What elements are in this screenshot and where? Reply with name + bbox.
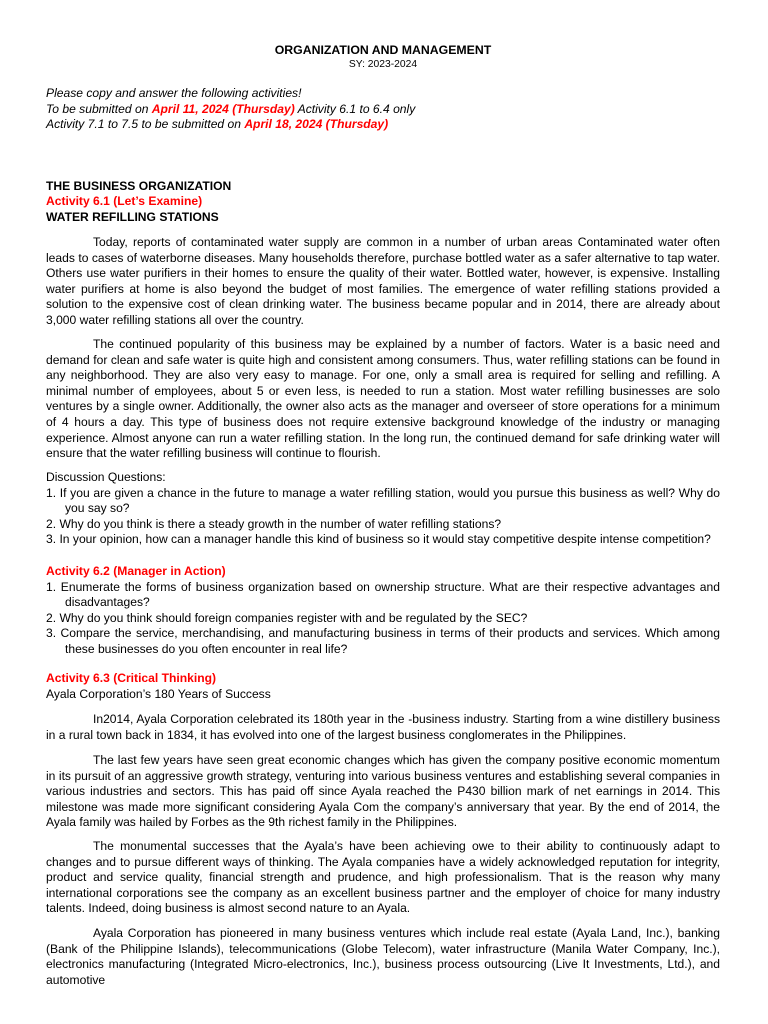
act63-paragraph-2: [46, 753, 720, 831]
activity-6-2-heading: Activity 6.2 (Manager in Action): [46, 564, 226, 578]
paragraph: In2014, Ayala Corporation celebrated its 180th year in the -business industry. Starting from a wine distillery business in a rural town back in 1834, it has evolved into one of the largest business conglomerates in the Philippines.: [46, 712, 720, 742]
act61-paragraph-2: [46, 337, 720, 462]
act63-paragraph-4: [46, 926, 720, 988]
document-title: ORGANIZATION AND MANAGEMENT: [274, 43, 492, 57]
instructions: [46, 86, 720, 133]
activity-6-1-heading: Activity 6.1 (Let’s Examine): [46, 194, 203, 209]
section-subheading: WATER REFILLING STATIONS: [46, 209, 219, 224]
activity-6-3: [46, 671, 720, 702]
paragraph: Today, reports of contaminated water supply are common in a number of urban areas Contaminated water often leads to cases of waterborne diseases. Many households therefore, purchase bottled water as a safer alternative to tap water. Others use water purifiers in their homes to ensure the quality of their water. Bottled water, however, is expensive. Installing water purifiers at home is also beyond the budget of most families. The emergence of water refilling stations provided a solution to the expensive cost of clean drinking water. The business became popular and in 2014, there are already about 3,000 water refilling stations all over the country.: [46, 235, 720, 327]
case-title: Ayala Corporation’s 180 Years of Success: [46, 686, 271, 701]
activity-6-3-heading: Activity 6.3 (Critical Thinking): [46, 671, 217, 685]
question-item: 2. Why do you think is there a steady growth in the number of water refilling stations?: [46, 516, 502, 531]
act63-paragraph-1: [46, 712, 720, 743]
discussion-label: Discussion Questions:: [46, 470, 166, 484]
act61-paragraph-1: [46, 235, 720, 329]
question-item: 3. Compare the service, merchandising, and manufacturing business in terms of their products and services. Which among these businesses do you often encounter in real life?: [46, 626, 720, 656]
question-item: 3. In your opinion, how can a manager handle this kind of business so it would stay competitive despite intense competition?: [46, 532, 711, 547]
school-year: SY: 2023-2024: [348, 59, 418, 70]
act63-paragraph-3: [46, 839, 720, 917]
discussion-questions: [46, 470, 720, 548]
question-item: 1. Enumerate the forms of business organization based on ownership structure. What are their respective advantages and disadvantages?: [46, 579, 720, 610]
instruction-line-3: [46, 117, 720, 133]
instruction-text: To be submitted on: [46, 101, 152, 116]
section-heading: THE BUSINESS ORGANIZATION: [46, 179, 232, 193]
instruction-line-1: Please copy and answer the following activities!: [46, 86, 302, 100]
activity-6-2: [46, 564, 720, 658]
paragraph: The continued popularity of this business may be explained by a number of factors. Water is a basic need and demand for clean and safe water is quite high and consistent among consumers. Thus, water refilling stations can be found in any neighborhood. They are also very easy to manage. For one, only a small area is required for selling and refilling. A minimal number of employees, about 5 or even less, is needed to run a station. Most water refilling businesses are solo ventures by a single owner. Additionally, the owner also acts as the manager and overseer of store operations for a minimum of 4 hours a day. This type of business does not require extensive background knowledge of the industry or managing experience. Almost anyone can run a water refilling station. In the long run, the continued demand for safe drinking water will ensure that the water refilling business will continue to flourish.: [46, 337, 720, 461]
section-headings: [46, 179, 720, 225]
deadline-date-1: April 11, 2024 (Thursday): [151, 101, 295, 116]
question-item: 2. Why do you think should foreign companies register with and be regulated by the SEC?: [46, 610, 528, 625]
paragraph: The monumental successes that the Ayala’s have been achieving owe to their ability to continuously adapt to changes and to pursue different ways of thinking. The Ayala companies have a widely acknowledged reputation for integrity, product and service quality, financial strength and prudence, and high professionalism. That is the reason why many international corporations see the company as an excellent business partner and the employer of choice for many industry talents. Indeed, doing business is almost second nature to an Ayala.: [46, 839, 720, 916]
deadline-date-2: April 18, 2024 (Thursday): [244, 117, 389, 132]
instruction-text: Activity 7.1 to 7.5 to be submitted on: [46, 117, 245, 132]
paragraph: Ayala Corporation has pioneered in many business ventures which include real estate (Ayala Land, Inc.), banking (Bank of the Philippine Islands), telecommunications (Globe Telecom), water infrastructure (Manila Water Company, Inc.), electronics manufacturing (Integrated Micro-electronics, Inc.), business process outsourcing (Live It Investments, Ltd.), and automotive: [46, 926, 720, 987]
question-item: 1. If you are given a chance in the future to manage a water refilling station, would you pursue this business as well? Why do you say so?: [46, 485, 720, 516]
instruction-line-2: [46, 102, 720, 118]
instruction-text: Activity 6.1 to 6.4 only: [294, 101, 416, 116]
paragraph: The last few years have seen great economic changes which has given the company positive economic momentum in its pursuit of an aggressive growth strategy, venturing into various business ventures and establishing several companies in various industries and sectors. This has paid off since Ayala reached the P430 billion mark of net earnings in 2014. This milestone was made more significant considering Ayala Com the company’s anniversary that year. By the end of 2014, the Ayala family was hailed by Forbes as the 9th richest family in the Philippines.: [46, 753, 720, 830]
